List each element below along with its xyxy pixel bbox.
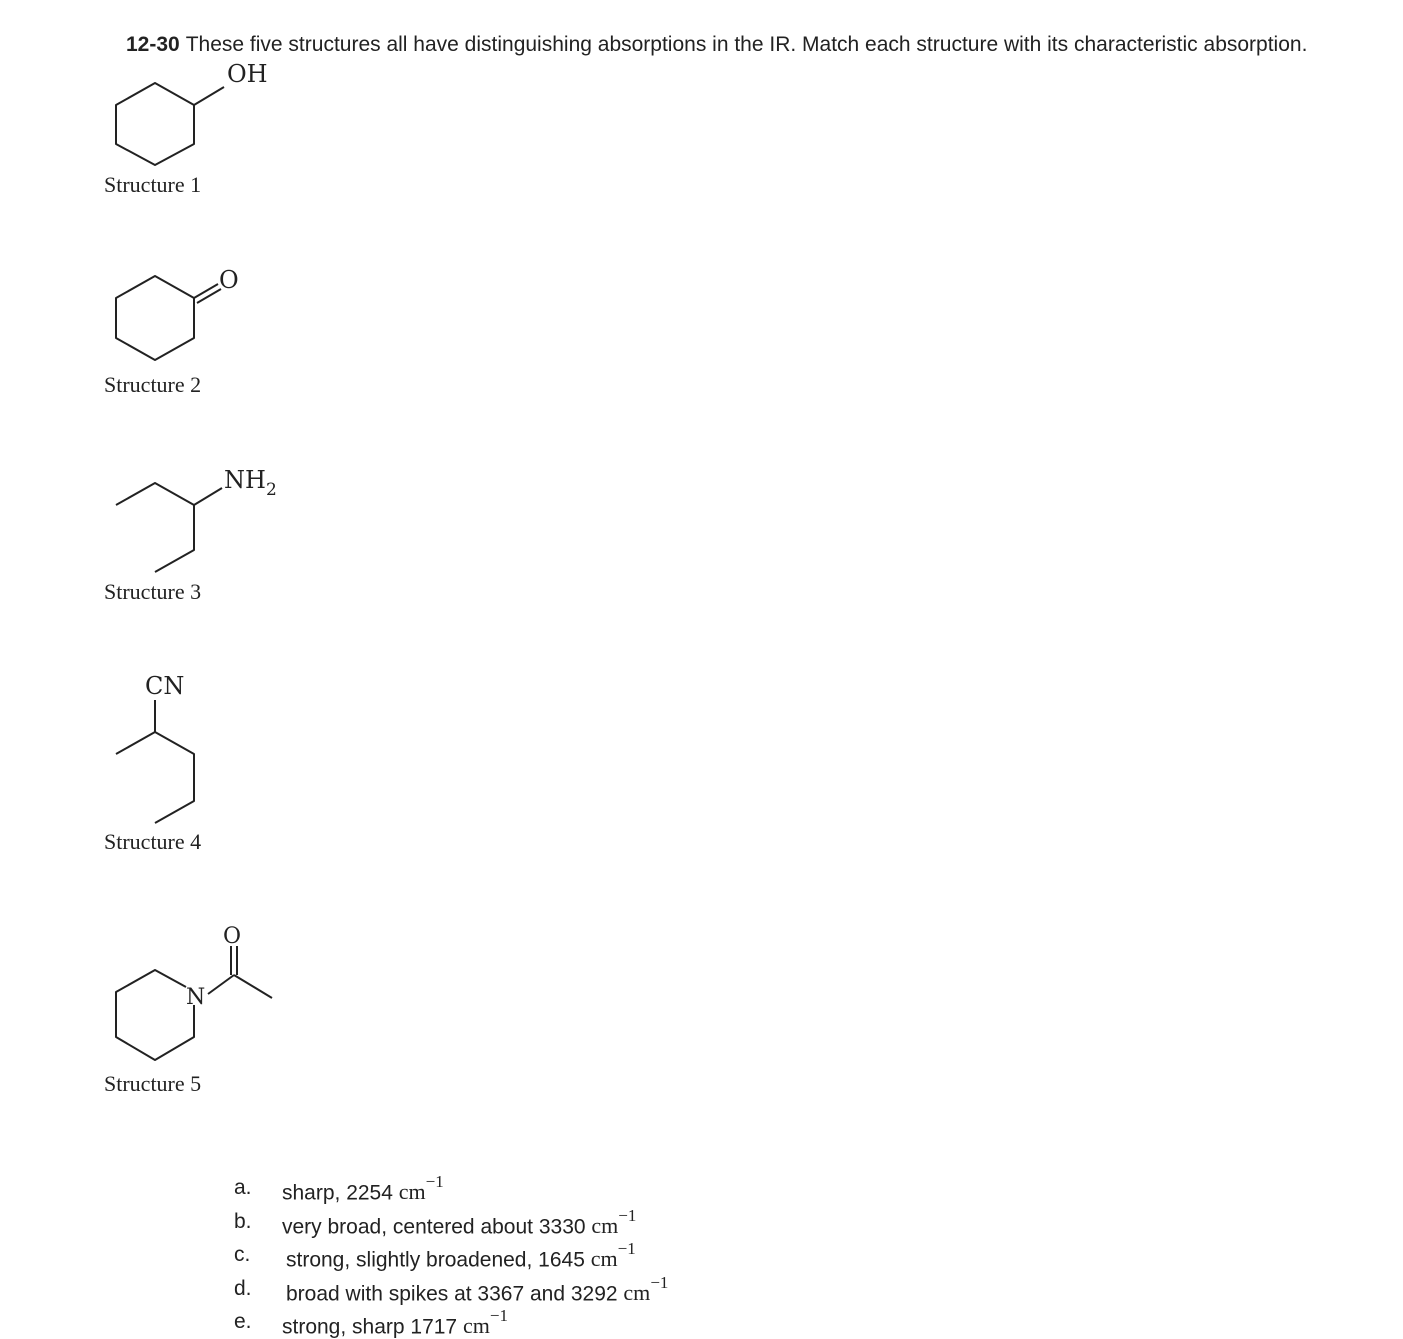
structure-3-caption: Structure 3 bbox=[104, 579, 202, 604]
question-number: 12-30 bbox=[126, 33, 180, 56]
option-text: strong, slightly broadened, 1645 $cm^{-1}$ bbox=[286, 1239, 636, 1272]
structure-5-o-label: O bbox=[223, 924, 242, 949]
option-text: broad with spikes at 3367 and 3292 $cm^{-1}$ bbox=[286, 1272, 669, 1305]
structure-5-n-label: N bbox=[186, 985, 206, 1010]
option-text: sharp, 2254 $cm^{-1}$ bbox=[282, 1172, 444, 1205]
structure-3-drawing bbox=[100, 460, 300, 590]
structure-1-drawing bbox=[100, 55, 300, 175]
option-letter: c. bbox=[234, 1243, 251, 1266]
structure-4-caption: Structure 4 bbox=[104, 829, 202, 854]
option-letter: a. bbox=[234, 1176, 252, 1199]
structure-5-caption: Structure 5 bbox=[104, 1071, 202, 1096]
option-letter: d. bbox=[234, 1276, 252, 1300]
question-body: These five structures all have distinguishing absorptions in the IR. Match each structure with its characteristic absorption. bbox=[185, 33, 1308, 56]
structure-1-caption: Structure 1 bbox=[104, 172, 202, 197]
structure-3-nh2-label: $NH_2$ bbox=[224, 466, 277, 500]
option-text: strong, sharp 1717 $cm^{-1}$ bbox=[282, 1306, 508, 1339]
structure-1-oh-label: OH bbox=[227, 60, 268, 88]
structure-2-o-label: O bbox=[219, 266, 239, 294]
question-text bbox=[126, 33, 1307, 57]
structure-4-drawing bbox=[100, 668, 300, 828]
structure-5-drawing bbox=[100, 920, 320, 1070]
option-letter: b. bbox=[234, 1209, 252, 1233]
structure-2-drawing bbox=[100, 258, 300, 378]
structure-4-cn-label: CN bbox=[145, 672, 185, 700]
option-letter: e. bbox=[234, 1310, 252, 1333]
option-text: very broad, centered about 3330 $cm^{-1}$ bbox=[282, 1205, 637, 1238]
structure-2-caption: Structure 2 bbox=[104, 372, 202, 397]
